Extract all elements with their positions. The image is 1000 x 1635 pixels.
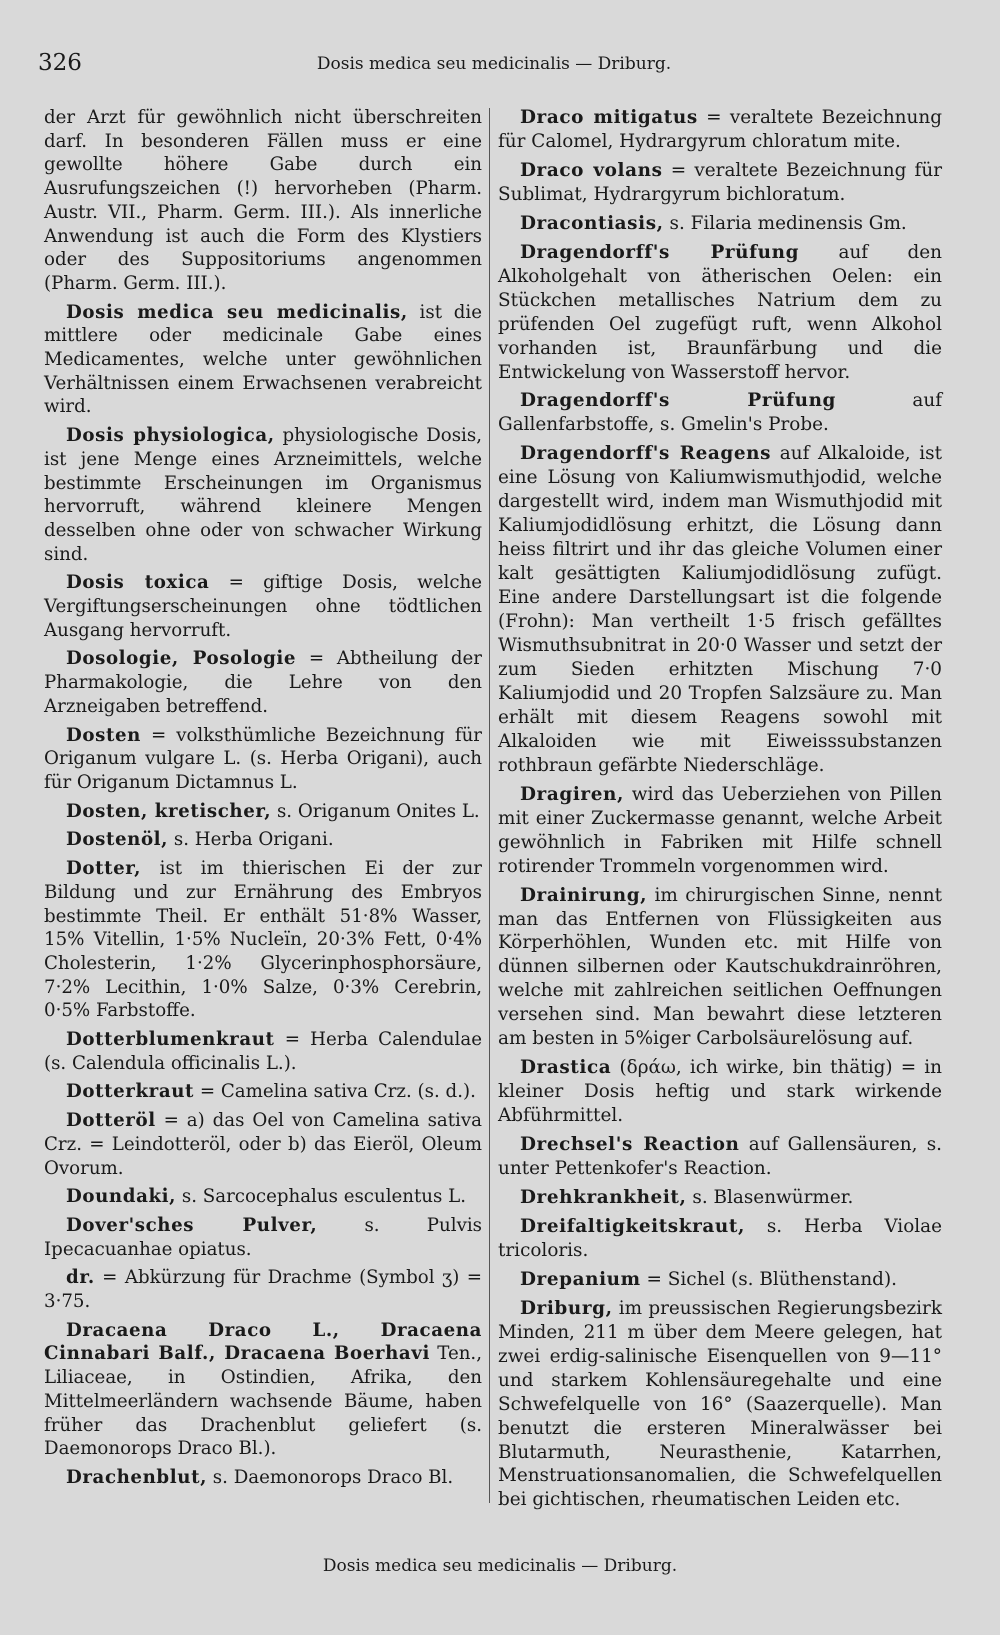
entry-headword: Drepanium bbox=[520, 1268, 641, 1290]
column-divider bbox=[489, 108, 490, 1503]
dictionary-entry bbox=[44, 828, 482, 852]
entry-text: auf Gallensäuren, s. unter Pettenkofer's Reaction. bbox=[498, 1134, 942, 1180]
entry-headword: Dover'sches Pulver, bbox=[66, 1214, 318, 1236]
dictionary-entry bbox=[498, 389, 942, 437]
entry-text: = Sichel (s. Blüthenstand). bbox=[640, 1268, 897, 1290]
entry-headword: Dosis toxica bbox=[66, 572, 210, 594]
entry-headword: Dostenöl, bbox=[66, 829, 169, 851]
entry-headword: Draco mitigatus bbox=[520, 107, 698, 128]
entry-headword: Draco volans bbox=[520, 159, 663, 181]
left-column bbox=[44, 106, 482, 1495]
entry-text: ist im thierischen Ei der zur Bildung und zur Ernährung des Embryos bestimmte Theil. Er enthält 51·8% Wasser, 15% Vitellin, 1·5% Nucleïn, 20·3% Fett, 0·4% Cholesterin, 1·2% Glycerinphosphorsäure, 7·2% Lecithin, 1·0% Salze, 0·3% Cerebrin, 0·5% Farbstoffe. bbox=[44, 858, 482, 1022]
entry-text: s. Origanum Onites L. bbox=[271, 800, 480, 822]
entry-headword: Drachenblut, bbox=[66, 1466, 208, 1488]
dictionary-entry bbox=[44, 301, 482, 420]
page-footer: Dosis medica seu medicinalis — Driburg. bbox=[322, 1556, 678, 1576]
dictionary-entry bbox=[44, 1266, 482, 1313]
entry-headword: Dracaena Draco L., Dracaena Cinnabari Balf., Dracaena Boerhavi bbox=[44, 1319, 482, 1365]
dictionary-entry bbox=[498, 1186, 942, 1210]
entry-text: im chirurgischen Sinne, nennt man das Entfernen von Flüssigkeiten aus Körperhöhlen, Wunden etc. mit Hilfe von dünnen silbernen oder Kautschukdrainröhren, welche mit zahlreichen seitlichen Oeffnungen versehen sind. Man bewahrt diese letzteren am besten in 5%iger Carbolsäurelösung auf. bbox=[498, 884, 942, 1050]
dictionary-entry bbox=[498, 1215, 942, 1263]
entry-headword: Dreifaltigkeitskraut, bbox=[520, 1215, 745, 1237]
dictionary-entry bbox=[44, 106, 482, 296]
dictionary-entry bbox=[44, 1028, 482, 1075]
dictionary-entry bbox=[498, 1133, 942, 1181]
entry-headword: Dotterkraut bbox=[66, 1081, 195, 1103]
dictionary-entry bbox=[44, 1109, 482, 1180]
entry-headword: Dosologie, Posologie bbox=[66, 648, 297, 670]
dictionary-entry bbox=[44, 1214, 482, 1261]
entry-text: s. Daemonorops Draco Bl. bbox=[207, 1466, 454, 1488]
entry-text: = volksthümliche Bezeichnung für Origanum vulgare L. (s. Herba Origani), auch für Origanum Dictamnus L. bbox=[44, 724, 482, 793]
dictionary-entry bbox=[44, 724, 482, 795]
entry-headword: Dragiren, bbox=[520, 783, 624, 805]
entry-headword: Dosis physiologica, bbox=[66, 425, 275, 447]
dictionary-entry bbox=[498, 1268, 942, 1292]
dictionary-entry bbox=[498, 241, 942, 385]
dictionary-entry bbox=[498, 212, 942, 236]
entry-headword: Dotter, bbox=[66, 858, 142, 880]
entry-headword: Dosis medica seu medicinalis, bbox=[66, 301, 408, 323]
dictionary-entry bbox=[498, 1297, 942, 1513]
entry-text: = Abtheilung der Pharmakologie, die Lehre von den Arzneigaben betreffend. bbox=[44, 648, 482, 717]
entry-text: = Herba Calendulae (s. Calendula officinalis L.). bbox=[44, 1029, 482, 1074]
entry-headword: Dosten, kretischer, bbox=[66, 800, 272, 822]
dictionary-entry bbox=[44, 647, 482, 718]
running-title: Dosis medica seu medicinalis — Driburg. bbox=[316, 54, 672, 74]
entry-text: auf Alkaloide, ist eine Lösung von Kaliumwismuthjodid, welche dargestellt wird, indem man Wismuthjodid mit Kaliumjodidlösung erhitzt, die Lösung dann heiss filtrirt und ihr das gleiche Volumen einer kalt gesättigten Kaliumjodidlösung zufügt. Eine andere Darstellungsart ist die folgende (Frohn): Man vertheilt 1·5 frisch gefälltes Wismuthsubnitrat in 20·0 Wasser und setzt der zum Sieden erhitzten Mischung 7·0 Kaliumjodid und 20 Tropfen Salzsäure zu. Man erhält mit diesem Reagens sowohl mit Alkaloiden wie mit Eiweisssubstanzen rothbraun gefärbte Niederschläge. bbox=[498, 443, 942, 776]
entry-text: = Camelina sativa Crz. (s. d.). bbox=[194, 1081, 476, 1103]
dictionary-entry bbox=[498, 1056, 942, 1128]
entry-headword: Drastica bbox=[520, 1057, 612, 1079]
page-header bbox=[38, 50, 950, 80]
entry-text: (δράω, ich wirke, bin thätig) = in kleiner Dosis heftig und stark wirkende Abführmittel. bbox=[498, 1057, 942, 1127]
right-column bbox=[498, 106, 942, 1517]
entry-headword: Dotteröl bbox=[66, 1110, 156, 1132]
entry-headword: Doundaki, bbox=[66, 1186, 177, 1208]
entry-text: = a) das Oel von Camelina sativa Crz. = Leindotteröl, oder b) das Eieröl, Oleum Ovorum. bbox=[44, 1110, 482, 1179]
dictionary-entry bbox=[44, 424, 482, 566]
entry-text: physiologische Dosis, ist jene Menge eines Arzneimittels, welche bestimmte Erscheinungen im Organismus hervorruft, während kleinere Mengen desselben ohne oder von schwacher Wirkung sind. bbox=[44, 425, 482, 565]
entry-text: = veraltete Bezeichnung für Calomel, Hydrargyrum chloratum mite. bbox=[498, 107, 942, 152]
dictionary-entry bbox=[44, 1466, 482, 1490]
entry-text: s. Herba Violae tricoloris. bbox=[498, 1215, 942, 1261]
dictionary-entry bbox=[44, 800, 482, 824]
entry-text: s. Pulvis Ipecacuanhae opiatus. bbox=[44, 1214, 482, 1260]
dictionary-entry bbox=[44, 571, 482, 642]
entry-headword: Dracontiasis, bbox=[520, 212, 664, 234]
dictionary-entry bbox=[44, 1185, 482, 1209]
entry-headword: Dragendorff's Reagens bbox=[520, 443, 772, 465]
entry-headword: Driburg, bbox=[520, 1297, 613, 1319]
entry-text: wird das Ueberziehen von Pillen mit einer Zuckermasse genannt, welche Arbeit gewöhnlich in Fabriken mit Hilfe schnell rotirender Trommeln vorgenommen wird. bbox=[498, 783, 942, 877]
dictionary-entry bbox=[44, 857, 482, 1023]
entry-headword: Drechsel's Reaction bbox=[520, 1134, 740, 1156]
entry-text: s. Sarcocephalus esculentus L. bbox=[176, 1186, 466, 1208]
entry-headword: Dragendorff's Prüfung bbox=[520, 390, 837, 412]
dictionary-entry bbox=[498, 442, 942, 777]
entry-text: = veraltete Bezeichnung für Sublimat, Hydrargyrum bichloratum. bbox=[498, 159, 942, 205]
entry-text: s. Filaria medinensis Gm. bbox=[663, 212, 907, 234]
entry-text: = giftige Dosis, welche Vergiftungserscheinungen ohne tödtlichen Ausgang hervorruft. bbox=[44, 572, 482, 641]
dictionary-entry bbox=[498, 106, 942, 154]
entry-text: auf den Alkoholgehalt von ätherischen Oelen: ein Stückchen metallisches Natrium dem zu prüfenden Oel zugefügt ruft, wenn Alkohol vorhanden ist, Braunfärbung und die Entwickelung von Wasserstoff hervor. bbox=[498, 241, 943, 383]
entry-text: im preussischen Regierungsbezirk Minden, 211 m über dem Meere gelegen, hat zwei erdig-salinische Eisenquellen von 9—11° und starkem Kohlensäuregehalte und eine Schwefelquelle von 16° (Saazerquelle). Man benutzt die ersteren Mineralwässer bei Blutarmuth, Neurasthenie, Katarrhen, Menstruationsanomalien, die Schwefelquellen bei gichtischen, rheumatischen Leiden etc. bbox=[498, 1297, 942, 1511]
entry-headword: Drehkrankheit, bbox=[520, 1186, 687, 1208]
dictionary-entry bbox=[44, 1080, 482, 1104]
entry-headword: Dosten bbox=[66, 724, 141, 746]
dictionary-entry bbox=[498, 884, 942, 1052]
entry-text: der Arzt für gewöhnlich nicht überschreiten darf. In besonderen Fällen muss er eine gewollte höhere Gabe durch ein Ausrufungszeichen (!) hervorheben (Pharm. Austr. VII., Pharm. Germ. III.). Als innerliche Anwendung ist auch die Form des Klystiers oder des Suppositoriums angenommen (Pharm. Germ. III.). bbox=[44, 107, 482, 294]
page-number: 326 bbox=[38, 50, 82, 76]
entry-text: s. Blasenwürmer. bbox=[686, 1186, 854, 1208]
entry-text: Ten., Liliaceae, in Ostindien, Afrika, den Mittelmeerländern wachsende Bäume, haben früher das Drachenblut geliefert (s. Daemonorops Draco Bl.). bbox=[44, 1343, 482, 1460]
dictionary-entry bbox=[44, 1319, 482, 1461]
entry-headword: Dotterblumenkraut bbox=[66, 1029, 275, 1051]
entry-headword: dr. bbox=[66, 1267, 95, 1289]
entry-text: ist die mittlere oder medicinale Gabe eines Medicamentes, welche unter gewöhnlichen Verhältnissen einem Erwachsenen verabreicht wird. bbox=[44, 301, 483, 418]
dictionary-entry bbox=[498, 783, 942, 879]
entry-text: auf Gallenfarbstoffe, s. Gmelin's Probe. bbox=[498, 390, 943, 436]
dictionary-entry bbox=[498, 159, 942, 207]
entry-headword: Drainirung, bbox=[520, 884, 648, 906]
entry-text: = Abkürzung für Drachme (Symbol ʒ) = 3·75. bbox=[44, 1267, 482, 1313]
entry-headword: Dragendorff's Prüfung bbox=[520, 241, 800, 263]
entry-text: s. Herba Origani. bbox=[168, 829, 334, 851]
